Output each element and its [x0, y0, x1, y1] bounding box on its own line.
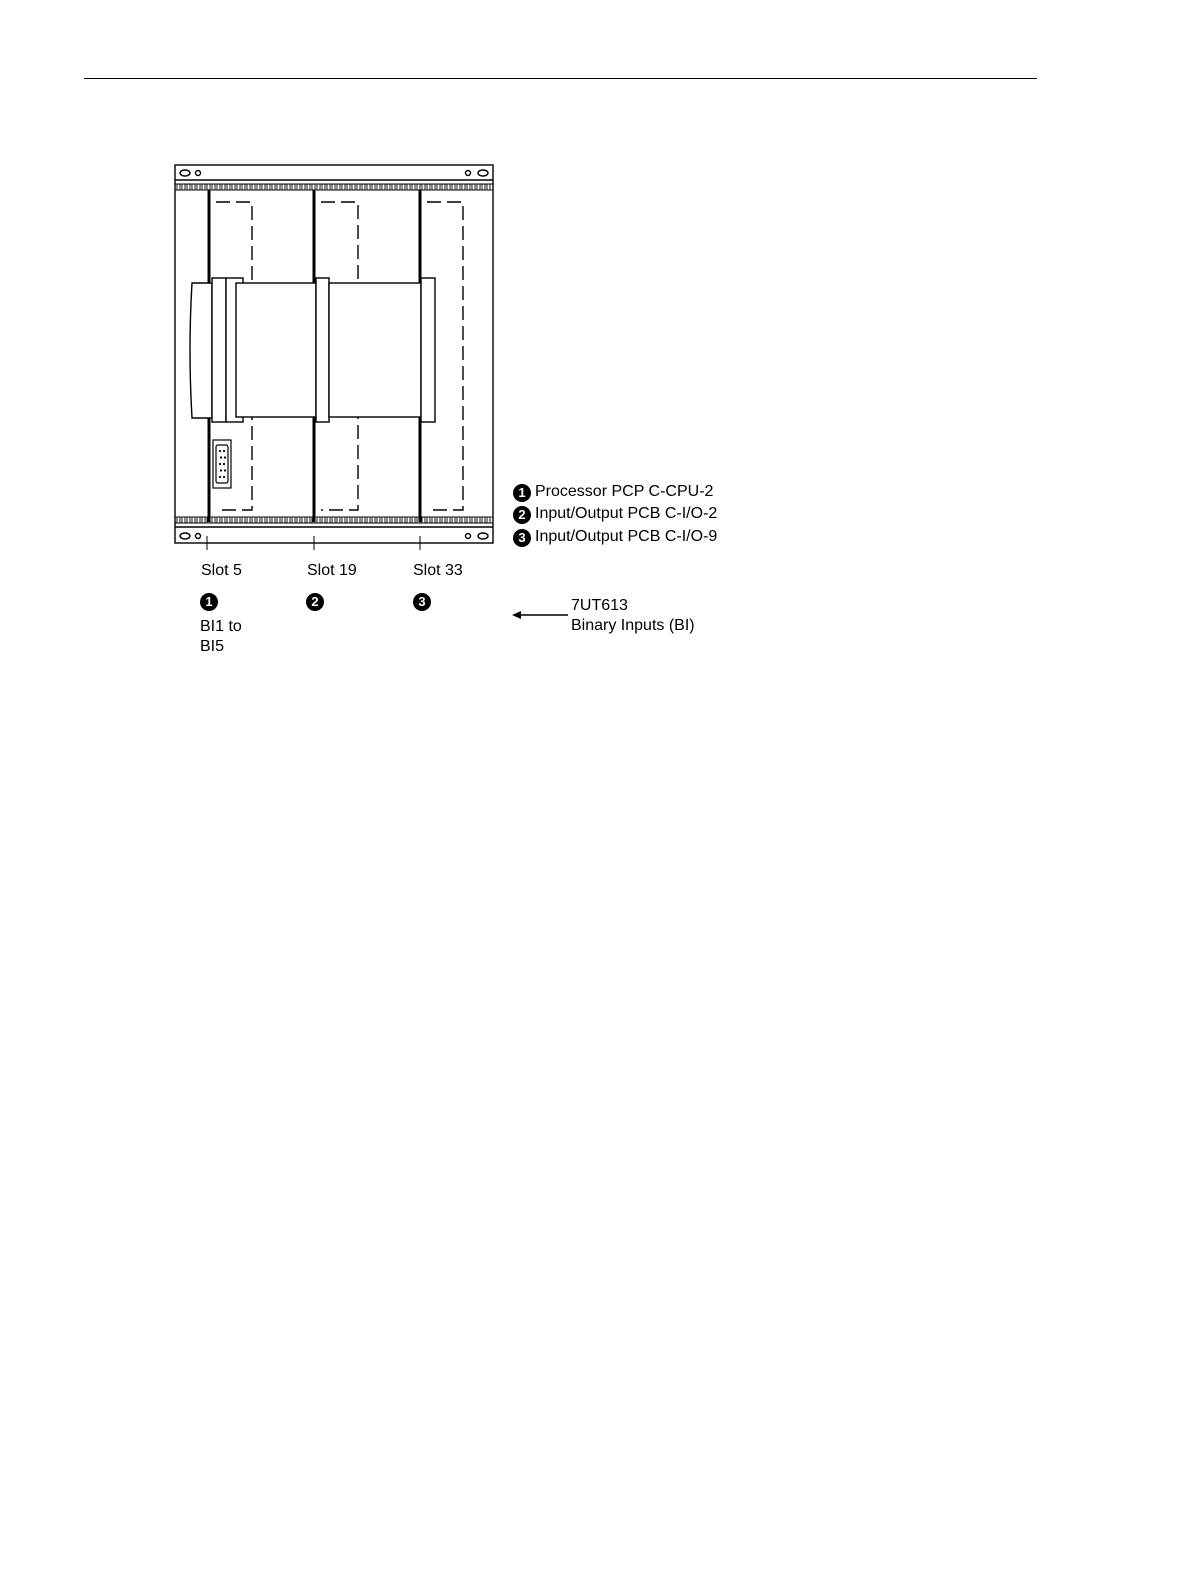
binary-input-range: BI5: [200, 638, 225, 655]
dsub-pin: [224, 469, 226, 471]
number-badge: 1: [513, 484, 531, 502]
device-caption: Binary Inputs (BI): [571, 617, 695, 634]
mounting-hole: [466, 171, 471, 176]
bus-clip-1: [212, 278, 226, 422]
legend-label: Input/Output PCB C-I/O-9: [535, 528, 718, 545]
dsub-pin: [223, 463, 225, 465]
bus-clip-4: [421, 278, 435, 422]
mounting-hole: [180, 170, 190, 176]
rack-diagram: [168, 160, 508, 550]
slot-number-badge: 2: [306, 593, 324, 611]
bus-ribbon-1: [236, 283, 316, 417]
bus-ribbon-2: [329, 283, 421, 417]
mounting-hole: [180, 533, 190, 539]
mounting-hole: [196, 171, 201, 176]
card-guide-comb: [177, 184, 490, 190]
number-badge: 2: [513, 506, 531, 524]
mounting-hole: [196, 534, 201, 539]
dsub-pin: [220, 456, 222, 458]
mounting-hole: [478, 533, 488, 539]
dsub-pin: [223, 450, 225, 452]
binary-input-range: BI1 to: [200, 618, 242, 635]
slot-number-badge: 3: [413, 593, 431, 611]
dsub-pin: [219, 476, 221, 478]
card-guide-comb: [177, 517, 490, 523]
bus-clip-3: [316, 278, 329, 422]
legend-label: Input/Output PCB C-I/O-2: [535, 505, 718, 522]
slot-label: Slot 19: [307, 562, 357, 579]
bus-connector-left: [190, 283, 212, 418]
header-rule: [84, 78, 1037, 79]
slot-label: Slot 5: [201, 562, 242, 579]
arrow-left-icon: [510, 608, 570, 622]
dsub-pin: [220, 469, 222, 471]
dsub-pin: [219, 463, 221, 465]
mounting-hole: [466, 534, 471, 539]
dsub-pin: [223, 476, 225, 478]
number-badge: 3: [513, 529, 531, 547]
slot-number-badge: 1: [200, 593, 218, 611]
dsub-pin: [224, 456, 226, 458]
mounting-hole: [478, 170, 488, 176]
slot-label: Slot 33: [413, 562, 463, 579]
device-model: 7UT613: [571, 597, 628, 614]
dsub-connector: [213, 440, 231, 488]
dsub-pin: [219, 450, 221, 452]
legend-label: Processor PCP C-CPU-2: [535, 483, 714, 500]
